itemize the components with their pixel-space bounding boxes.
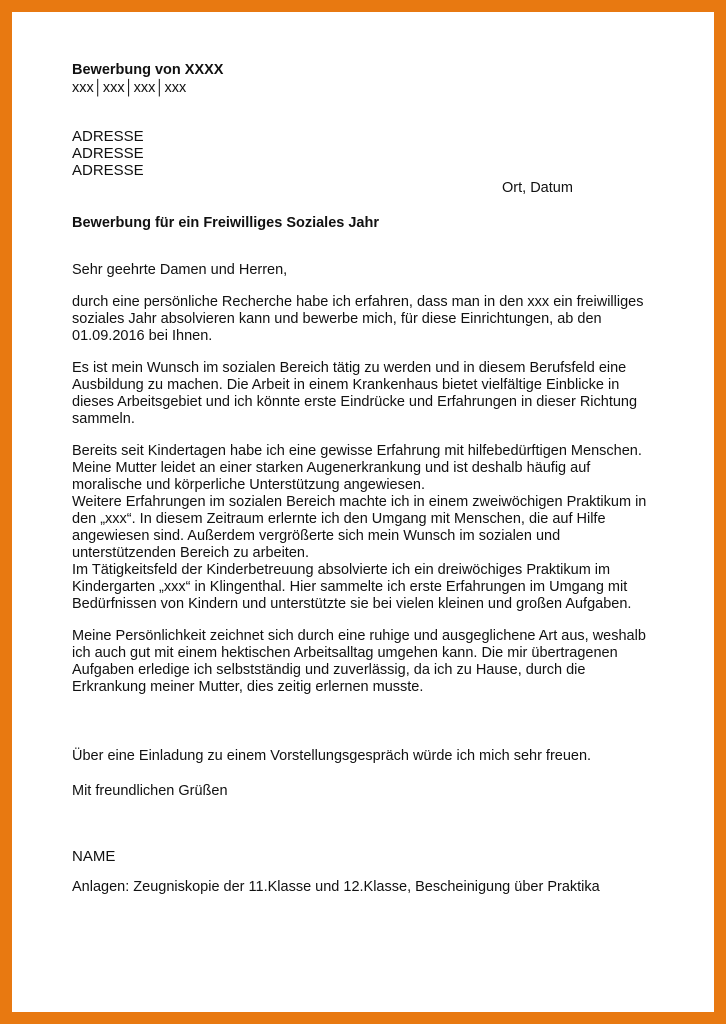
paragraph-3-segment-2: Weitere Erfahrungen im sozialen Bereich machte ich in einem zweiwöchigen Praktikum in den „xxx“. In diesem Zeitraum erlernte ich den Umgang mit Menschen, die auf Hilfe angewiesen sind. Außerdem vergrößerte sich mein Wunsch im sozialen und unterstützenden Bereich zu arbeiten. — [72, 494, 647, 561]
paragraph-3-segment-3: Im Tätigkeitsfeld der Kinderbetreuung absolvierte ich ein dreiwöchiges Praktikum im Kindergarten „xxx“ in Klingenthal. Hier sammelte ich erste Erfahrungen im Umgang mit Bedürfnissen von Kindern und unterstützte sie bei vielen kleinen und großen Aufgaben. — [72, 562, 632, 612]
sender-title: Bewerbung von XXXX — [72, 62, 224, 78]
address-block — [72, 128, 658, 179]
closing-line: Über eine Einladung zu einem Vorstellungsgespräch würde ich mich sehr freuen. — [72, 748, 592, 764]
subject-line: Bewerbung für ein Freiwilliges Soziales Jahr — [72, 215, 379, 231]
signature-name: NAME — [72, 848, 116, 865]
address-line: ADRESSE — [72, 162, 144, 179]
paragraph-3 — [72, 443, 658, 613]
paragraph-1 — [72, 294, 658, 345]
paragraph-2 — [72, 360, 658, 428]
date-line: Ort, Datum — [502, 180, 573, 196]
paragraph-4-text: Meine Persönlichkeit zeichnet sich durch eine ruhige und ausgeglichene Art aus, weshalb ich auch gut mit einem hektischen Arbeitsalltag umgehen kann. Die mir übertragenen Aufgaben erledige ich selbstständig und zuverlässig, da ich zu Hause, durch die Erkrankung meiner Mutter, dies zeitig erlernen musste. — [72, 628, 646, 695]
salutation: Sehr geehrte Damen und Herren, — [72, 262, 288, 278]
paragraph-3-segment-1: Bereits seit Kindertagen habe ich eine gewisse Erfahrung mit hilfebedürftigen Menschen. Meine Mutter leidet an einer starken Augenerkrankung und ist deshalb häufig auf moralische und körperliche Unterstützung angewiesen. — [72, 443, 642, 493]
address-line: ADRESSE — [72, 145, 144, 162]
paragraph-4 — [72, 628, 658, 696]
contact-line: xxx│xxx│xxx│xxx — [72, 80, 187, 96]
attachments-line: Anlagen: Zeugniskopie der 11.Klasse und 12.Klasse, Bescheinigung über Praktika — [72, 879, 600, 895]
paragraph-1-text: durch eine persönliche Recherche habe ich erfahren, dass man in den xxx ein freiwilliges soziales Jahr absolvieren kann und bewerbe mich, für diese Einrichtungen, ab den 01.09.2016 bei Ihnen. — [72, 294, 644, 344]
regards-line: Mit freundlichen Grüßen — [72, 783, 228, 799]
address-line: ADRESSE — [72, 128, 144, 145]
paragraph-2-text: Es ist mein Wunsch im sozialen Bereich tätig zu werden und in diesem Berufsfeld eine Ausbildung zu machen. Die Arbeit in einem Krankenhaus bietet vielfältige Einblicke in dieses Arbeitsgebiet und ich könnte erste Eindrücke und Erfahrungen in dieser Richtung sammeln. — [72, 360, 638, 427]
